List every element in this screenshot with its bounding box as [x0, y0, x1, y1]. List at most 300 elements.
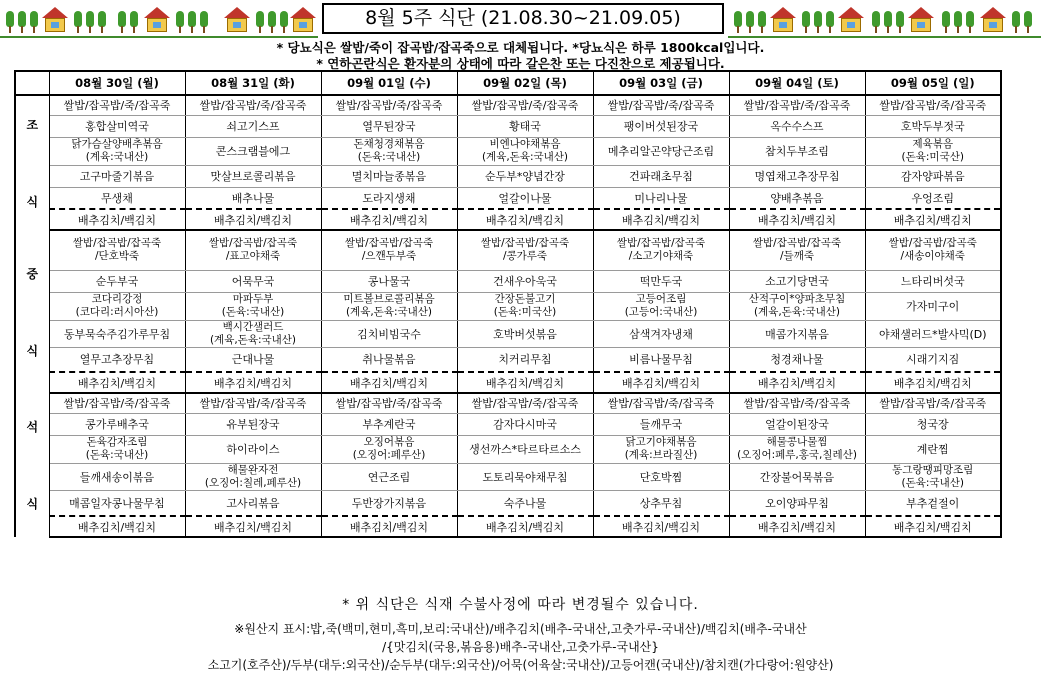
dish-name: 쌀밥/잡곡밥/잡곡죽	[344, 237, 434, 250]
menu-title: 8월 5주 식단 (21.08.30~21.09.05)	[322, 3, 724, 34]
dish-origin: (코다리:러시아산)	[75, 306, 159, 318]
menu-row	[15, 490, 1001, 516]
dish-name: 쌀밥/잡곡밥/잡곡죽	[72, 237, 162, 250]
menu-cell	[321, 292, 457, 320]
meal-label-top: 조	[26, 118, 39, 132]
dish-name: 쌀밥/잡곡밥/잡곡죽	[888, 237, 977, 250]
menu-cell	[49, 137, 185, 165]
dish-name: 쌀밥/잡곡밥/죽/잡곡죽	[199, 99, 307, 113]
tree-icon	[30, 11, 38, 33]
menu-cell	[457, 270, 593, 292]
menu-cell	[185, 372, 321, 393]
dish-name: 배추김치/백김치	[757, 376, 837, 390]
dish-name: 배추김치/백김치	[213, 376, 293, 390]
dish-name: 쌀밥/잡곡밥/죽/잡곡죽	[607, 397, 715, 411]
menu-cell	[593, 115, 729, 137]
menu-cell	[457, 516, 593, 537]
dish-name: 멸치마늘종볶음	[351, 170, 427, 183]
menu-cell	[321, 393, 457, 413]
dish-name: 쌀밥/잡곡밥/죽/잡곡죽	[743, 397, 851, 411]
dish-name: 들깨새송이볶음	[79, 470, 155, 484]
menu-cell	[729, 393, 865, 413]
dish-name: 단호박찜	[639, 470, 683, 484]
menu-row	[15, 209, 1001, 230]
menu-cell	[185, 209, 321, 230]
dish-name: 상추무침	[639, 496, 683, 510]
dish-origin: /콩가루죽	[502, 250, 548, 263]
dish-origin: /새송이야채죽	[900, 250, 965, 263]
menu-cell	[321, 95, 457, 115]
menu-cell	[321, 270, 457, 292]
menu-cell	[729, 187, 865, 209]
dish-name: 배추김치/백김치	[485, 213, 565, 227]
dish-name: 쌀밥/잡곡밥/죽/잡곡죽	[335, 397, 443, 411]
dish-name: 닭가슴살양배추볶음	[71, 138, 163, 150]
dish-name: 어묵무국	[231, 275, 275, 288]
tree-icon	[896, 11, 904, 33]
menu-cell	[185, 270, 321, 292]
tree-icon	[256, 11, 264, 33]
menu-body	[15, 95, 1001, 537]
menu-cell	[593, 95, 729, 115]
menu-cell	[457, 490, 593, 516]
dish-name: 동그랑땡피망조림	[892, 463, 974, 476]
dish-origin: (돈육:미국산)	[901, 151, 964, 163]
menu-cell	[321, 463, 457, 490]
dish-name: 김치비빔국수	[357, 327, 421, 341]
menu-row	[15, 320, 1001, 347]
dish-name: 열무고추장무침	[79, 353, 155, 367]
dish-name: 순두부국	[95, 275, 139, 288]
menu-row	[15, 413, 1001, 435]
menu-cell	[185, 137, 321, 165]
menu-cell	[321, 490, 457, 516]
day-header: 08월 31일 (화)	[185, 71, 321, 95]
dish-name: 들깨무국	[639, 418, 683, 431]
dish-name: 미나리나물	[634, 191, 688, 205]
menu-cell	[185, 230, 321, 270]
dish-origin: (돈육:국내산)	[85, 449, 149, 461]
dish-name: 동부묵숙주김가루무침	[63, 327, 171, 341]
menu-row	[15, 435, 1001, 463]
dish-name: 부추계란국	[362, 418, 416, 431]
dish-origin: (돈육:미국산)	[493, 306, 557, 318]
dish-name: 쌀밥/잡곡밥/잡곡죽	[208, 237, 298, 250]
menu-cell	[729, 347, 865, 372]
dish-name: 배추나물	[231, 191, 275, 205]
day-header: 09월 03일 (금)	[593, 71, 729, 95]
dish-name: 감자다시마국	[493, 418, 557, 431]
tree-icon	[814, 11, 822, 33]
menu-cell	[865, 372, 1001, 393]
day-header: 09월 02일 (목)	[457, 71, 593, 95]
menu-cell	[457, 292, 593, 320]
dish-origin: (오징어:칠레,페루산)	[204, 476, 302, 489]
dish-name: 배추김치/백김치	[757, 213, 837, 227]
menu-cell	[49, 393, 185, 413]
house-icon	[224, 7, 250, 33]
house-icon	[908, 7, 934, 33]
menu-cell	[321, 372, 457, 393]
menu-cell	[593, 320, 729, 347]
menu-cell	[593, 413, 729, 435]
dish-name: 배추김치/백김치	[893, 376, 972, 390]
menu-row	[15, 292, 1001, 320]
dish-name: 우엉조림	[911, 191, 954, 205]
dish-name: 배추김치/백김치	[485, 520, 565, 534]
dish-origin: (돈육:국내산)	[901, 476, 964, 489]
dish-name: 열무된장국	[362, 120, 416, 133]
dish-name: 간장불어묵볶음	[759, 470, 835, 484]
menu-cell	[49, 435, 185, 463]
menu-cell	[729, 137, 865, 165]
day-header: 09월 05일 (일)	[865, 71, 1001, 95]
dish-name: 쌀밥/잡곡밥/잡곡죽	[752, 237, 842, 250]
dish-name: 마파두부	[232, 293, 274, 305]
tree-icon	[188, 11, 196, 33]
menu-cell	[865, 137, 1001, 165]
dish-name: 얼갈이나물	[498, 191, 552, 205]
dish-name: 청경채나물	[770, 353, 824, 367]
weekly-menu-table	[14, 70, 1002, 538]
house-icon	[770, 7, 796, 33]
dish-name: 참치두부조림	[765, 145, 829, 158]
dish-origin: /소고기야채죽	[628, 250, 694, 263]
dish-name: 건파래초무침	[629, 170, 693, 183]
dish-name: 제육볶음	[912, 138, 954, 150]
dish-name: 쌀밥/잡곡밥/죽/잡곡죽	[63, 397, 171, 411]
tree-icon	[746, 11, 754, 33]
menu-cell	[865, 435, 1001, 463]
menu-cell	[457, 115, 593, 137]
tree-icon	[734, 11, 742, 33]
dish-name: 오징어볶음	[363, 436, 415, 448]
tree-icon	[74, 11, 82, 33]
menu-cell	[321, 435, 457, 463]
dish-name: 고등어조림	[635, 293, 687, 305]
dish-name: 순두부*양념간장	[485, 170, 565, 183]
menu-cell	[729, 230, 865, 270]
dish-name: 쌀밥/잡곡밥/죽/잡곡죽	[879, 99, 987, 113]
dish-name: 부추겉절이	[906, 496, 960, 510]
origin-line: ※원산지 표시:밥,죽(백미,현미,흑미,보리:국내산)/배추김치(배추-국내산,고춧가루-국내산)/백김치(배추-국내산	[234, 622, 807, 636]
menu-cell	[49, 209, 185, 230]
dish-name: 쌀밥/잡곡밥/죽/잡곡죽	[743, 99, 851, 113]
menu-cell	[593, 292, 729, 320]
menu-cell	[49, 115, 185, 137]
menu-cell	[49, 230, 185, 270]
menu-row	[15, 165, 1001, 187]
dish-name: 비엔나야채볶음	[489, 138, 561, 150]
menu-cell	[321, 187, 457, 209]
dish-name: 쌀밥/잡곡밥/죽/잡곡죽	[607, 99, 715, 113]
meal-label-top: 중	[26, 266, 39, 281]
tree-icon	[280, 11, 288, 33]
dish-name: 양배추볶음	[770, 191, 824, 205]
dish-name: 감자양파볶음	[900, 170, 965, 183]
dish-name: 도라지생채	[362, 191, 416, 205]
menu-cell	[729, 435, 865, 463]
meal-label-bottom: 식	[26, 343, 39, 358]
menu-cell	[49, 490, 185, 516]
dish-name: 생선까스*타르타르소스	[469, 443, 581, 456]
dish-name: 간장돈불고기	[494, 293, 556, 305]
dish-name: 코다리강정	[91, 293, 143, 305]
dish-name: 배추김치/백김치	[621, 520, 701, 534]
tree-icon	[200, 11, 208, 33]
menu-cell	[49, 463, 185, 490]
dish-name: 콩가루배추국	[85, 418, 149, 431]
dish-name: 숙주나물	[503, 496, 547, 510]
menu-cell	[49, 95, 185, 115]
dish-name: 연근조림	[367, 470, 411, 484]
day-header: 08월 30일 (월)	[49, 71, 185, 95]
dish-name: 치커리무침	[498, 353, 552, 367]
menu-cell	[49, 187, 185, 209]
menu-cell	[593, 209, 729, 230]
tree-icon	[118, 11, 126, 33]
dish-name: 홍합살미역국	[85, 120, 149, 133]
dish-name: 메추리알곤약당근조림	[607, 145, 715, 158]
dish-name: 옥수수스프	[770, 120, 824, 133]
menu-cell	[321, 347, 457, 372]
menu-cell	[185, 393, 321, 413]
menu-cell	[457, 347, 593, 372]
dish-name: 배추김치/백김치	[485, 376, 565, 390]
menu-row	[15, 115, 1001, 137]
menu-cell	[49, 270, 185, 292]
house-icon	[290, 7, 316, 33]
menu-cell	[593, 516, 729, 537]
menu-cell	[185, 463, 321, 490]
menu-cell	[321, 137, 457, 165]
dish-name: 계란찜	[916, 443, 949, 456]
dish-origin: (돈육:국내산)	[357, 151, 421, 163]
dish-origin: (돈육:국내산)	[221, 306, 285, 318]
menu-cell	[49, 165, 185, 187]
dish-name: 배추김치/백김치	[621, 213, 701, 227]
dish-name: 명엽채고추장무침	[754, 170, 840, 183]
dish-name: 도토리묵야채무침	[482, 470, 568, 484]
notice-dysphagia: * 연하곤란식은 환자분의 상태에 따라 갈은찬 또는 다진찬으로 제공됩니다.	[316, 56, 725, 71]
menu-cell	[185, 292, 321, 320]
dish-name: 고사리볶음	[226, 496, 280, 510]
meal-label	[15, 230, 49, 393]
menu-cell	[729, 165, 865, 187]
menu-row	[15, 463, 1001, 490]
dish-origin: /표고야채죽	[225, 250, 281, 263]
menu-cell	[321, 230, 457, 270]
dish-origin: (계육,돈육:국내산)	[753, 306, 841, 318]
dish-name: 황태국	[509, 120, 541, 133]
dish-name: 무생채	[101, 191, 133, 205]
dish-name: 배추김치/백김치	[213, 520, 293, 534]
menu-cell	[457, 137, 593, 165]
menu-cell	[865, 230, 1001, 270]
dish-origin: (계육,돈육:국내산)	[345, 306, 433, 318]
dish-name: 백시간샐러드	[222, 320, 284, 333]
menu-cell	[185, 165, 321, 187]
dish-name: 배추김치/백김치	[621, 376, 701, 390]
dish-name: 쌀밥/잡곡밥/죽/잡곡죽	[471, 397, 579, 411]
dish-name: 배추김치/백김치	[893, 520, 972, 534]
dish-name: 쌀밥/잡곡밥/죽/잡곡죽	[63, 99, 171, 113]
dish-name: 호박두부젓국	[900, 120, 965, 133]
dish-name: 미트볼브로콜리볶음	[343, 293, 435, 305]
tree-icon	[954, 11, 962, 33]
tree-icon	[758, 11, 766, 33]
dish-name: 오이양파무침	[765, 496, 829, 510]
menu-cell	[729, 270, 865, 292]
menu-cell	[49, 347, 185, 372]
menu-cell	[321, 165, 457, 187]
menu-cell	[49, 413, 185, 435]
menu-cell	[321, 209, 457, 230]
dish-name: 건새우아욱국	[493, 275, 557, 288]
dish-name: 소고기당면국	[765, 275, 829, 288]
dish-name: 매콤가지볶음	[765, 327, 829, 341]
origin-line: /{맛김치(국용,볶음용)배추-국내산,고춧가루-국내산}	[382, 640, 659, 654]
menu-cell	[321, 516, 457, 537]
menu-cell	[49, 292, 185, 320]
dish-name: 돈채청경채볶음	[353, 138, 425, 150]
house-icon	[838, 7, 864, 33]
dish-name: 호박버섯볶음	[493, 327, 557, 341]
dish-name: 비름나물무침	[629, 353, 693, 367]
menu-cell	[185, 490, 321, 516]
menu-row	[15, 393, 1001, 413]
menu-cell	[457, 463, 593, 490]
day-header-row	[15, 71, 1001, 95]
dish-name: 팽이버섯된장국	[623, 120, 699, 133]
menu-cell	[593, 435, 729, 463]
dish-name: 청국장	[916, 418, 949, 431]
dish-name: 콩나물국	[367, 275, 411, 288]
tree-icon	[884, 11, 892, 33]
dish-origin: (고등어:국내산)	[624, 306, 698, 318]
dish-name: 배추김치/백김치	[77, 520, 157, 534]
day-header: 09월 01일 (수)	[321, 71, 457, 95]
menu-cell	[593, 347, 729, 372]
menu-cell	[185, 115, 321, 137]
tree-icon	[802, 11, 810, 33]
dish-name: 쇠고기스프	[226, 120, 280, 133]
dish-name: 가자미구이	[906, 300, 960, 313]
menu-cell	[593, 490, 729, 516]
notice-diabetes: * 당뇨식은 쌀밥/죽이 잡곡밥/잡곡죽으로 대체됩니다. *당뇨식은 하루 1800kcal입니다.	[276, 40, 765, 55]
dish-name: 쌀밥/잡곡밥/죽/잡곡죽	[199, 397, 307, 411]
tree-icon	[1012, 11, 1020, 33]
menu-cell	[457, 165, 593, 187]
menu-cell	[185, 435, 321, 463]
menu-cell	[865, 463, 1001, 490]
dish-origin: (오징어:페루산)	[352, 449, 426, 461]
menu-cell	[729, 320, 865, 347]
decoration-right	[728, 2, 1041, 36]
dish-name: 해물완자전	[227, 463, 279, 476]
menu-row	[15, 270, 1001, 292]
dish-name: 해물콩나물찜	[766, 436, 828, 448]
menu-cell	[457, 187, 593, 209]
dish-name: 두반장가지볶음	[351, 496, 427, 510]
menu-cell	[865, 292, 1001, 320]
dish-name: 떡만두국	[639, 275, 683, 288]
dish-origin: /으깬두부죽	[361, 250, 417, 263]
menu-cell	[865, 270, 1001, 292]
dish-name: 하이라이스	[226, 443, 280, 456]
dish-name: 얼갈이된장국	[765, 418, 829, 431]
menu-cell	[593, 137, 729, 165]
menu-cell	[185, 320, 321, 347]
menu-cell	[321, 320, 457, 347]
menu-cell	[593, 372, 729, 393]
tree-icon	[86, 11, 94, 33]
meal-label-bottom: 식	[26, 497, 39, 511]
dish-origin: (계육,돈육:국내산)	[481, 151, 569, 163]
menu-cell	[729, 516, 865, 537]
dish-name: 쌀밥/잡곡밥/죽/잡곡죽	[335, 99, 443, 113]
dish-name: 삼색겨자냉채	[629, 327, 693, 341]
dish-name: 쌀밥/잡곡밥/잡곡죽	[616, 237, 706, 250]
menu-cell	[865, 187, 1001, 209]
tree-icon	[826, 11, 834, 33]
meal-label	[15, 393, 49, 537]
dish-name: 콘스크램블에그	[215, 145, 291, 158]
menu-cell	[865, 115, 1001, 137]
meal-label	[15, 95, 49, 230]
origin-line: 소고기(호주산)/두부(대두:외국산)/순두부(대두:외국산)/어묵(어육살:국내산)/고등어캔(국내산)/참치캔(가다랑어:원양산)	[207, 658, 834, 672]
menu-cell	[185, 95, 321, 115]
dish-name: 배추김치/백김치	[213, 213, 293, 227]
dish-origin: /들깨죽	[780, 250, 814, 263]
menu-cell	[729, 413, 865, 435]
dish-name: 배추김치/백김치	[757, 520, 837, 534]
menu-row	[15, 95, 1001, 115]
dish-origin: /단호박죽	[94, 250, 140, 263]
dish-name: 쌀밥/잡곡밥/잡곡죽	[480, 237, 570, 250]
menu-row	[15, 372, 1001, 393]
dish-origin: (계육:브라질산)	[624, 449, 698, 461]
menu-cell	[185, 347, 321, 372]
menu-row	[15, 187, 1001, 209]
menu-cell	[49, 320, 185, 347]
menu-cell	[49, 372, 185, 393]
meal-label-bottom: 식	[26, 195, 39, 209]
tree-icon	[872, 11, 880, 33]
dish-name: 산적구이*양파초무침	[748, 293, 846, 305]
menu-cell	[457, 320, 593, 347]
dish-name: 고구마줄기볶음	[79, 170, 155, 183]
dish-name: 배추김치/백김치	[349, 213, 429, 227]
menu-cell	[729, 115, 865, 137]
tree-icon	[18, 11, 26, 33]
menu-cell	[865, 393, 1001, 413]
menu-cell	[457, 393, 593, 413]
menu-cell	[593, 463, 729, 490]
menu-cell	[865, 516, 1001, 537]
dish-name: 돈육감자조림	[86, 436, 148, 448]
menu-row	[15, 516, 1001, 537]
menu-cell	[593, 270, 729, 292]
menu-cell	[457, 372, 593, 393]
house-icon	[42, 7, 68, 33]
tree-icon	[268, 11, 276, 33]
menu-cell	[865, 95, 1001, 115]
dish-origin: (계육:국내산)	[85, 151, 149, 163]
decoration-left	[0, 2, 318, 36]
menu-cell	[457, 230, 593, 270]
menu-row	[15, 230, 1001, 270]
